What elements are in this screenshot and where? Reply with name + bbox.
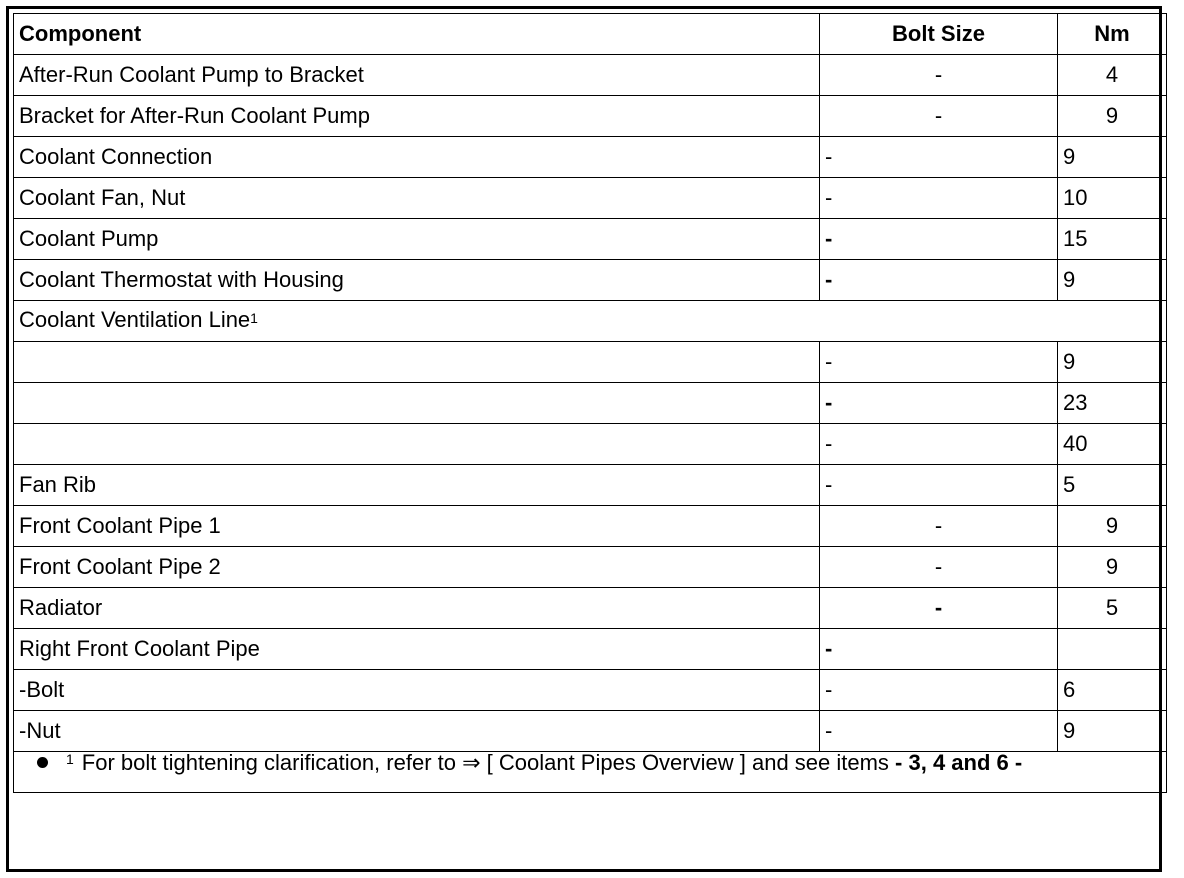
nm-cell: 4 (1058, 55, 1167, 96)
component-cell: After-Run Coolant Pump to Bracket (14, 55, 820, 96)
header-nm: Nm (1058, 14, 1167, 55)
bolt-size-cell: - (820, 137, 1058, 178)
table-row (14, 342, 1167, 383)
bolt-size-cell: - (820, 465, 1058, 506)
table-row (14, 383, 1167, 424)
nm-cell: 9 (1058, 506, 1167, 547)
component-cell: Front Coolant Pipe 1 (14, 506, 820, 547)
bolt-size-cell: - (820, 260, 1058, 301)
nm-cell: 9 (1058, 547, 1167, 588)
table-row (14, 219, 1167, 260)
table-row (14, 465, 1167, 506)
bolt-size-cell: - (820, 547, 1058, 588)
bolt-size-cell: - (820, 711, 1058, 752)
header-bolt-size: Bolt Size (820, 14, 1058, 55)
nm-cell: 5 (1058, 465, 1167, 506)
bolt-size-cell: - (820, 670, 1058, 711)
bolt-size-cell: - (820, 629, 1058, 670)
table-row (14, 260, 1167, 301)
component-cell: -Nut (14, 711, 820, 752)
component-cell: Coolant Connection (14, 137, 820, 178)
component-cell: -Bolt (14, 670, 820, 711)
ventilation-group-cell (14, 301, 1167, 342)
bolt-size-cell: - (820, 424, 1058, 465)
footnote-marker: 1 (66, 751, 74, 767)
component-cell: Fan Rib (14, 465, 820, 506)
component-cell: Coolant Pump (14, 219, 820, 260)
bolt-size-cell: - (820, 219, 1058, 260)
bolt-size-cell: - (820, 506, 1058, 547)
table-row (14, 55, 1167, 96)
nm-cell: 40 (1058, 424, 1167, 465)
ventilation-label: Coolant Ventilation Line (19, 307, 251, 332)
bolt-size-cell: - (820, 55, 1058, 96)
bullet-icon (37, 757, 48, 768)
nm-cell: 15 (1058, 219, 1167, 260)
table-row (14, 547, 1167, 588)
nm-cell (1058, 629, 1167, 670)
component-cell (14, 383, 820, 424)
bolt-size-cell: - (820, 96, 1058, 137)
header-component: Component (14, 14, 820, 55)
nm-cell: 9 (1058, 342, 1167, 383)
component-cell: Front Coolant Pipe 2 (14, 547, 820, 588)
table-row (14, 670, 1167, 711)
nm-cell: 9 (1058, 711, 1167, 752)
bolt-size-cell: - (820, 342, 1058, 383)
bolt-size-cell: - (820, 383, 1058, 424)
component-cell: Right Front Coolant Pipe (14, 629, 820, 670)
table-row (14, 178, 1167, 219)
bolt-size-cell: - (820, 588, 1058, 629)
nm-cell: 6 (1058, 670, 1167, 711)
table-row (14, 424, 1167, 465)
footnote-items: - 3, 4 and 6 - (895, 751, 1023, 775)
nm-cell: 9 (1058, 137, 1167, 178)
ventilation-group-row (14, 301, 1167, 342)
component-cell: Coolant Thermostat with Housing (14, 260, 820, 301)
torque-spec-table (13, 13, 1167, 793)
table-body (14, 55, 1167, 793)
nm-cell: 23 (1058, 383, 1167, 424)
table-header-row (14, 14, 1167, 55)
nm-cell: 9 (1058, 96, 1167, 137)
table-row (14, 506, 1167, 547)
component-cell (14, 342, 820, 383)
component-cell: Radiator (14, 588, 820, 629)
torque-spec-sheet (6, 6, 1162, 872)
component-cell (14, 424, 820, 465)
bolt-size-cell: - (820, 178, 1058, 219)
table-row (14, 588, 1167, 629)
footnote-text: For bolt tightening clarification, refer to ⇒ [ Coolant Pipes Overview ] and see items (81, 751, 896, 775)
table-row (14, 137, 1167, 178)
table-row (14, 629, 1167, 670)
nm-cell: 5 (1058, 588, 1167, 629)
footnote-row (14, 752, 1167, 793)
footnote-marker: 1 (250, 310, 258, 326)
nm-cell: 9 (1058, 260, 1167, 301)
footnote-cell (14, 752, 1167, 793)
component-cell: Coolant Fan, Nut (14, 178, 820, 219)
table-row (14, 711, 1167, 752)
component-cell: Bracket for After-Run Coolant Pump (14, 96, 820, 137)
nm-cell: 10 (1058, 178, 1167, 219)
table-row (14, 96, 1167, 137)
